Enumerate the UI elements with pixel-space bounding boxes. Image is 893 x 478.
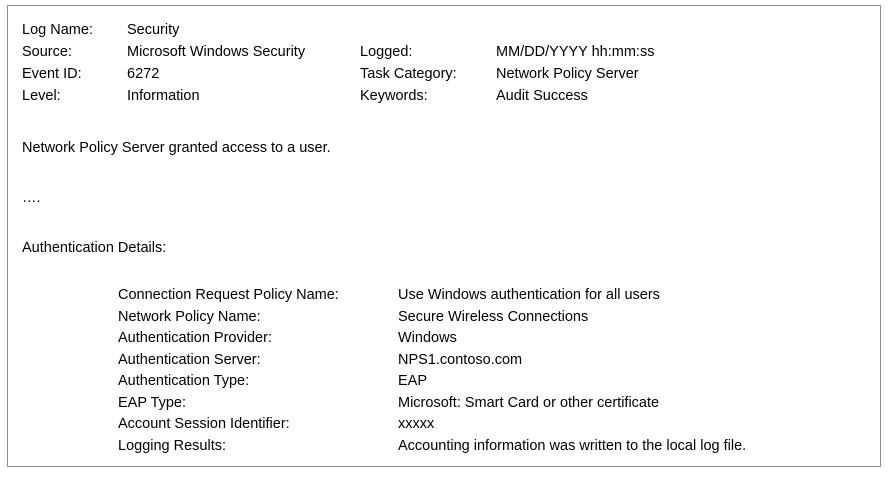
keywords-value: Audit Success xyxy=(496,88,588,104)
table-row xyxy=(118,328,746,350)
event-header-table xyxy=(22,19,654,107)
connection-request-policy-name-label: Connection Request Policy Name: xyxy=(118,287,339,303)
level-value: Information xyxy=(127,88,200,104)
event-content xyxy=(8,6,880,457)
header-row-0-value2 xyxy=(496,19,654,41)
table-row xyxy=(22,63,654,85)
keywords-label: Keywords: xyxy=(360,88,428,104)
spacer-after-header xyxy=(22,107,866,137)
log-name-label: Log Name: xyxy=(22,22,93,38)
authentication-server-label: Authentication Server: xyxy=(118,351,261,368)
table-row xyxy=(118,350,746,372)
logged-value: MM/DD/YYYY hh:mm:ss xyxy=(496,44,655,60)
event-id-value: 6272 xyxy=(127,66,160,82)
event-id-label: Event ID: xyxy=(22,66,82,82)
spacer-after-description xyxy=(22,159,866,187)
table-row xyxy=(22,85,654,107)
event-details-panel xyxy=(7,5,881,467)
eap-type-label: EAP Type: xyxy=(118,394,186,411)
authentication-provider-value: Windows xyxy=(398,330,457,346)
level-label: Level: xyxy=(22,88,61,104)
event-description: Network Policy Server granted access to a user. xyxy=(22,140,331,156)
logged-label: Logged: xyxy=(360,44,413,60)
authentication-provider-label: Authentication Provider: xyxy=(118,330,272,346)
table-row xyxy=(118,414,746,436)
authentication-details-heading: Authentication Details: xyxy=(22,240,167,256)
network-policy-name-value: Secure Wireless Connections xyxy=(398,308,589,325)
task-category-value: Network Policy Server xyxy=(496,66,639,82)
table-row xyxy=(118,285,746,307)
table-row xyxy=(118,307,746,329)
source-label: Source: xyxy=(22,44,72,60)
authentication-details-table xyxy=(118,285,746,457)
log-name-value: Security xyxy=(127,22,180,38)
source-value: Microsoft Windows Security xyxy=(127,44,306,60)
task-category-label: Task Category: xyxy=(360,66,457,82)
connection-request-policy-name-value: Use Windows authentication for all users xyxy=(398,287,660,303)
authentication-type-value: EAP xyxy=(398,373,428,389)
network-policy-name-label: Network Policy Name: xyxy=(118,308,261,325)
eap-type-value: Microsoft: Smart Card or other certificate xyxy=(398,394,660,411)
authentication-server-value: NPS1.contoso.com xyxy=(398,351,523,368)
logging-results-value: Accounting information was written to the local log file. xyxy=(398,437,747,454)
spacer-after-details-heading xyxy=(22,259,866,285)
logging-results-label: Logging Results: xyxy=(118,437,227,454)
account-session-identifier-label: Account Session Identifier: xyxy=(118,416,290,432)
table-row xyxy=(22,41,654,63)
table-row xyxy=(22,19,654,41)
authentication-type-label: Authentication Type: xyxy=(118,373,250,389)
table-row xyxy=(118,393,746,415)
event-ellipsis: …. xyxy=(22,190,41,206)
header-row-0-label2 xyxy=(360,19,496,41)
table-row xyxy=(118,371,746,393)
spacer-after-ellipsis xyxy=(22,209,866,237)
table-row xyxy=(118,436,746,458)
account-session-identifier-value: xxxxx xyxy=(398,416,435,432)
